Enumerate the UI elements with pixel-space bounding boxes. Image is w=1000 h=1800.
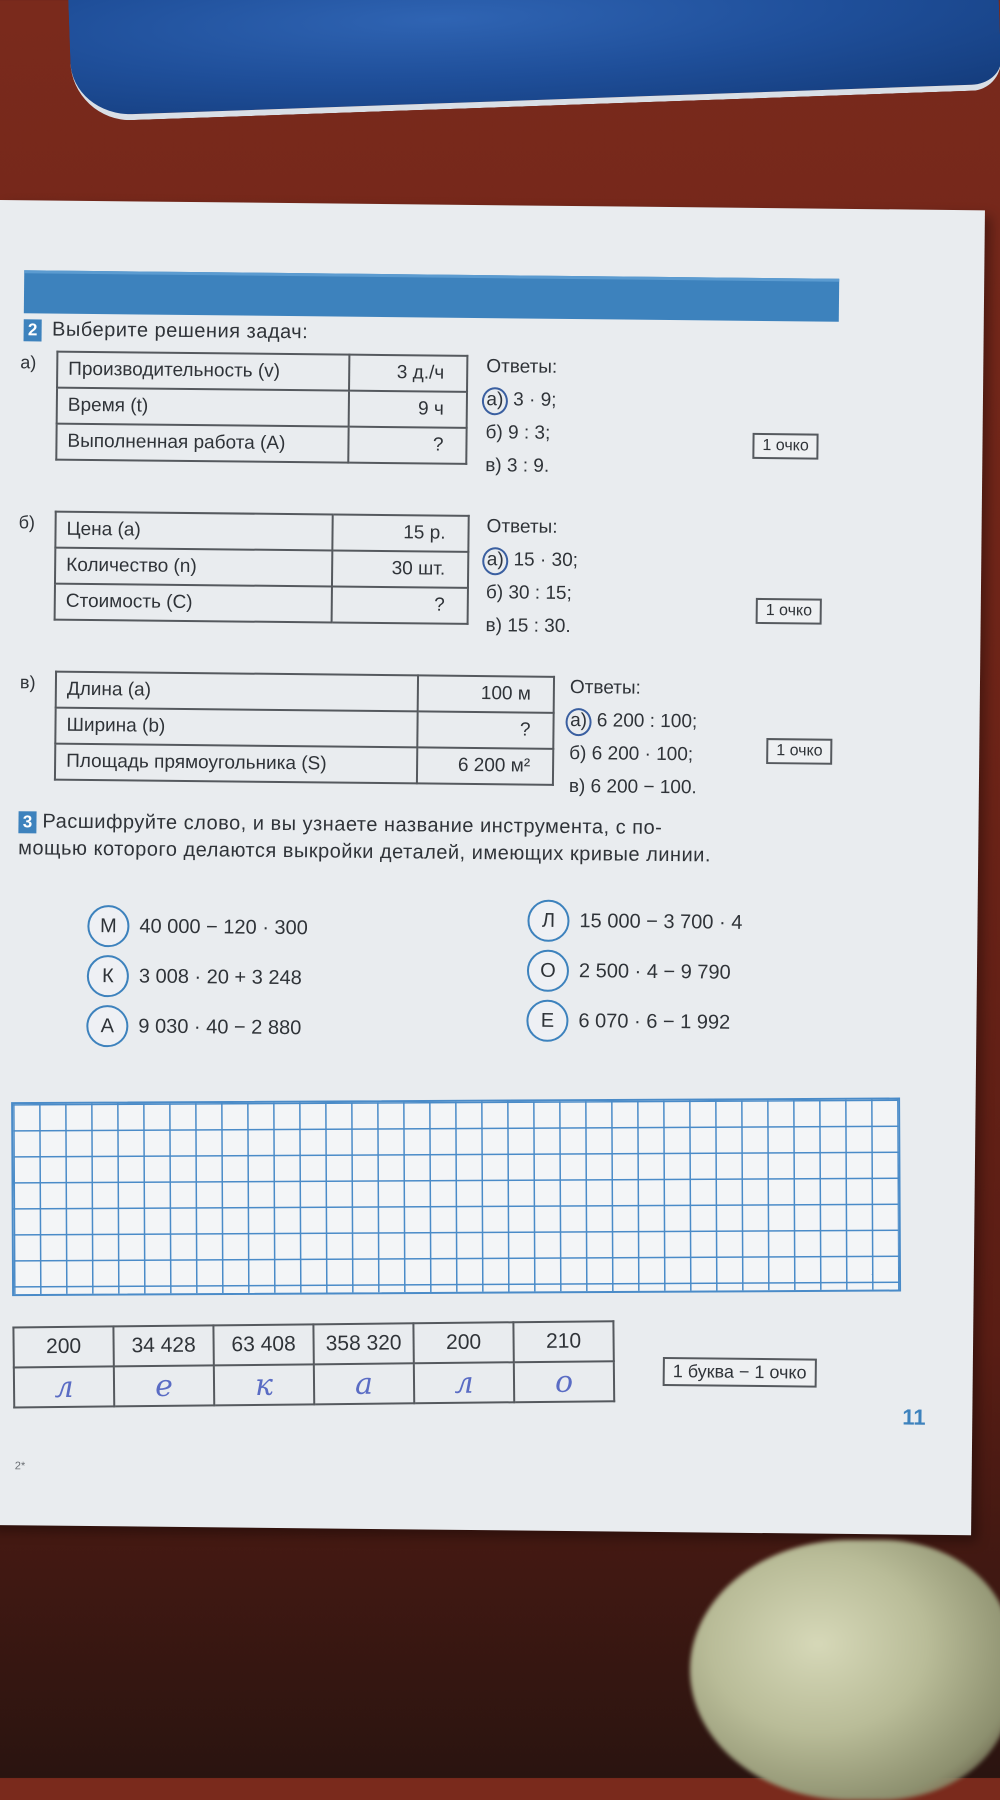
table-row: [55, 708, 553, 749]
table-c: [54, 671, 555, 786]
key-number: 358 320: [313, 1323, 413, 1364]
answer-text: 15 · 30;: [513, 549, 579, 572]
task-title-text: Выберите решения задач:: [51, 318, 309, 344]
part-b-label: б): [18, 512, 36, 533]
answers-a: [485, 350, 557, 483]
background-fluffy-object: [690, 1540, 1000, 1800]
part-c-label: в): [19, 672, 36, 693]
expression-row: [527, 946, 742, 998]
handwritten-letter: л: [414, 1362, 514, 1403]
workbook-page: [0, 200, 985, 1535]
corner-mark: 2*: [14, 1460, 26, 1473]
points-badge: 1 очко: [756, 598, 823, 625]
key-number: 200: [13, 1326, 113, 1367]
answer-text: 6 200 − 100.: [590, 776, 697, 799]
letter-circle: М: [87, 905, 129, 947]
table-row: [56, 424, 466, 464]
expression: 9 030 · 40 − 2 880: [138, 1014, 302, 1039]
table-cell: 3 д./ч: [349, 355, 467, 392]
answer-text: 6 200 · 100;: [591, 743, 694, 766]
answers-title: Ответы:: [486, 516, 558, 538]
answer-letter-circled: а): [482, 547, 508, 575]
header-bar: [24, 270, 839, 322]
answer-item: [485, 416, 556, 450]
table-a: [55, 351, 468, 465]
answer-item: [569, 737, 697, 771]
expression: 40 000 − 120 · 300: [139, 915, 308, 939]
table-row: [55, 548, 468, 588]
key-number: 63 408: [213, 1324, 313, 1365]
answer-item: [485, 609, 577, 643]
handwritten-letter: л: [14, 1366, 114, 1407]
table-cell: Выполненная работа (A): [56, 424, 348, 463]
task-number: 3: [18, 811, 36, 833]
task2-title: [24, 318, 309, 344]
answer-key-table: [12, 1320, 615, 1408]
expression: 15 000 − 3 700 · 4: [579, 909, 743, 934]
table-cell: Время (t): [57, 388, 349, 427]
answers-b: [485, 510, 578, 643]
answer-letter: б): [485, 422, 503, 444]
page-number: 11: [902, 1404, 926, 1430]
key-number: 200: [413, 1322, 513, 1363]
table-cell: Длина (a): [56, 672, 418, 712]
table-row: [55, 512, 468, 552]
table-b: [54, 511, 470, 625]
answer-letter-circled: а): [565, 708, 591, 736]
expression-row: [527, 896, 742, 948]
answer-item: [569, 770, 697, 804]
handwritten-letter: о: [514, 1361, 614, 1402]
key-number: 34 428: [113, 1325, 213, 1366]
handwritten-letter: а: [314, 1363, 414, 1404]
task-title-line: Расшифруйте слово, и вы узнаете название инструмента, с по-: [42, 810, 663, 839]
table-row: [13, 1321, 613, 1367]
answer-text: 30 : 15;: [508, 582, 572, 605]
right-expressions: [526, 896, 742, 1048]
expression-row: [86, 1001, 307, 1053]
table-cell: 30 шт.: [332, 550, 468, 587]
answers-title: Ответы:: [569, 676, 641, 699]
table-cell: 15 р.: [332, 515, 468, 552]
table-cell: Цена (a): [55, 512, 332, 551]
part-a-label: а): [20, 352, 37, 373]
task3-title: [18, 810, 868, 869]
task-number: 2: [24, 319, 42, 341]
answer-item: [569, 704, 697, 738]
table-cell: 6 200 м²: [417, 747, 553, 784]
expression-row: [526, 996, 741, 1048]
expression-row: [87, 951, 308, 1003]
answer-item: [486, 543, 578, 577]
answer-letter-circled: а): [482, 387, 508, 415]
letter-circle: А: [86, 1005, 128, 1047]
table-cell: Стоимость (C): [55, 584, 332, 623]
table-cell: ?: [332, 586, 468, 623]
table-cell: Производительность (v): [57, 352, 349, 391]
answer-text: 9 : 3;: [507, 422, 551, 444]
table-cell: Площадь прямоугольника (S): [55, 744, 417, 784]
table-row: [56, 672, 554, 713]
points-badge: 1 очко: [752, 433, 819, 460]
answer-letter: в): [568, 775, 586, 798]
handwritten-letter: к: [214, 1364, 314, 1405]
table-cell: Количество (n): [55, 548, 332, 587]
answer-text: 3 : 9.: [506, 455, 550, 477]
answer-letter: б): [485, 582, 504, 604]
table-cell: 100 м: [418, 675, 554, 712]
letter-circle: Л: [527, 900, 569, 942]
table-row: [55, 744, 553, 785]
squared-grid: [11, 1098, 901, 1297]
background-blue-object: [68, 0, 1000, 122]
points-badge: 1 очко: [766, 738, 833, 765]
answer-text: 3 · 9;: [513, 389, 557, 411]
answers-title: Ответы:: [486, 356, 558, 378]
expression: 6 070 · 6 − 1 992: [578, 1009, 731, 1034]
table-row: [57, 352, 467, 392]
left-expressions: [86, 901, 308, 1053]
answer-letter: б): [569, 742, 587, 765]
letter-circle: К: [87, 955, 129, 997]
expression: 3 008 · 20 + 3 248: [138, 964, 302, 989]
answer-text: 15 : 30.: [507, 615, 571, 637]
answer-item: [485, 449, 556, 483]
table-row: [14, 1361, 614, 1407]
table-row: [55, 584, 468, 624]
answer-item: [486, 383, 557, 417]
table-row: [57, 388, 467, 428]
table-cell: Ширина (b): [55, 708, 417, 748]
expression: 2 500 · 4 − 9 790: [578, 959, 731, 984]
letter-circle: Е: [526, 1000, 568, 1042]
handwritten-letter: е: [114, 1365, 214, 1406]
key-number: 210: [513, 1321, 613, 1362]
expression-row: [87, 901, 308, 953]
table-cell: ?: [417, 711, 553, 748]
letter-circle: О: [527, 950, 569, 992]
table-cell: ?: [348, 427, 466, 464]
answer-letter: в): [485, 615, 503, 637]
answer-item: [486, 576, 578, 610]
points-badge: 1 буква − 1 очко: [663, 1357, 817, 1388]
table-cell: 9 ч: [349, 391, 467, 428]
answer-letter: в): [485, 455, 502, 477]
task-title-line: мощью которого делаются выкройки деталей, имеющих кривые линии.: [18, 837, 712, 867]
answer-text: 6 200 : 100;: [596, 710, 698, 733]
answers-c: [569, 671, 698, 804]
